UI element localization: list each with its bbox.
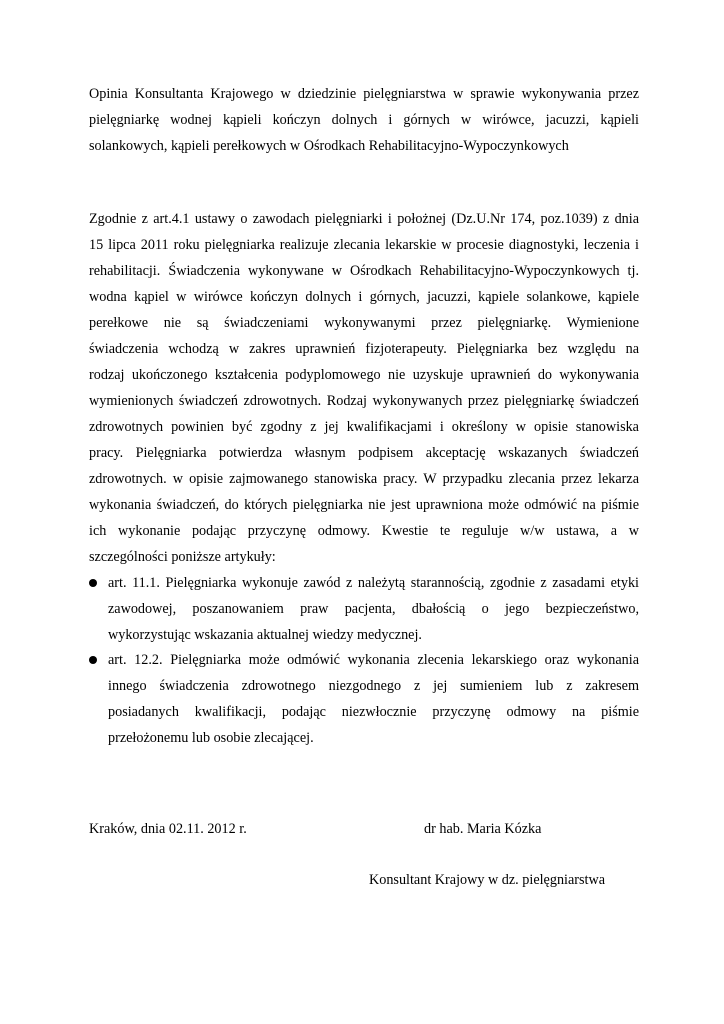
body-line: rehabilitacji. Świadczenia wykonywane w Ośrodkach Rehabilitacyjno-Wypoczynkowych tj.: [89, 263, 639, 279]
body-line: zdrowotnych. w opisie zajmowanego stanowiska pracy. W przypadku zlecania przez lekarza: [89, 471, 639, 487]
body-line: zdrowotnych powinien być zgodny z jej kwalifikacjami i określony w opisie stanowiska: [89, 419, 639, 435]
list-item-line: posiadanych kwalifikacji, podając niezwłocznie przyczynę odmowy na piśmie: [108, 704, 639, 720]
place-date: Kraków, dnia 02.11. 2012 r.: [89, 821, 247, 837]
body-line: Zgodnie z art.4.1 ustawy o zawodach pielęgniarki i położnej (Dz.U.Nr 174, poz.1039) z dnia: [89, 211, 639, 227]
body-line: wymienionych świadczeń zdrowotnych. Rodzaj wykonywanych przez pielęgniarkę świadczeń: [89, 393, 639, 409]
body-line: perełkowe nie są świadczeniami wykonywanymi przez pielęgniarkę. Wymienione: [89, 315, 639, 331]
signatory-role: Konsultant Krajowy w dz. pielęgniarstwa: [369, 872, 606, 888]
body-line: rodzaj ukończonego kształcenia podyplomowego nie uzyskuje uprawnień do wykonywania: [89, 367, 639, 383]
title-line: pielęgniarkę wodnej kąpieli kończyn dolnych i górnych w wirówce, jacuzzi, kąpieli: [89, 112, 639, 128]
body-line: świadczenia wchodzą w zakres uprawnień fizjoterapeuty. Pielęgniarka bez względu na: [89, 341, 639, 357]
body-line: wodna kąpiel w wirówce kończyn dolnych i górnych, jacuzzi, kąpiele solankowe, kąpiele: [89, 289, 639, 305]
bullet-icon: [89, 656, 97, 664]
bullet-icon: [89, 579, 97, 587]
body-line: ich wykonanie podając przyczynę odmowy. Kwestie te reguluje w/w ustawa, a w: [89, 523, 639, 539]
list-item-line: art. 12.2. Pielęgniarka może odmówić wykonania zlecenia lekarskiego oraz wykonania: [108, 652, 639, 668]
title-line: Opinia Konsultanta Krajowego w dziedzinie pielęgniarstwa w sprawie wykonywania przez: [89, 86, 639, 102]
body-line: szczególności poniższe artykuły:: [89, 549, 276, 565]
body-line: wykonania świadczeń, do których pielęgniarka nie jest uprawniona może odmówić na piśmie: [89, 497, 639, 513]
body-line: 15 lipca 2011 roku pielęgniarka realizuje zlecania lekarskie w procesie diagnostyki, leczenia i: [89, 237, 639, 253]
list-item-line: zawodowej, poszanowaniem praw pacjenta, dbałością o jego bezpieczeństwo,: [108, 601, 639, 617]
list-item-line: przełożonemu lub osobie zlecającej.: [108, 730, 314, 746]
title-line: solankowych, kąpieli perełkowych w Ośrodkach Rehabilitacyjno-Wypoczynkowych: [89, 138, 569, 154]
list-item-line: wykorzystując wskazania aktualnej wiedzy medycznej.: [108, 627, 422, 643]
signatory-name: dr hab. Maria Kózka: [424, 821, 542, 837]
body-line: pracy. Pielęgniarka potwierdza własnym podpisem akceptację wskazanych świadczeń: [89, 445, 639, 461]
list-item-line: art. 11.1. Pielęgniarka wykonuje zawód z należytą starannością, zgodnie z zasadami etyki: [108, 575, 639, 591]
list-item-line: innego świadczenia zdrowotnego niezgodnego z jej sumieniem lub z zakresem: [108, 678, 639, 694]
